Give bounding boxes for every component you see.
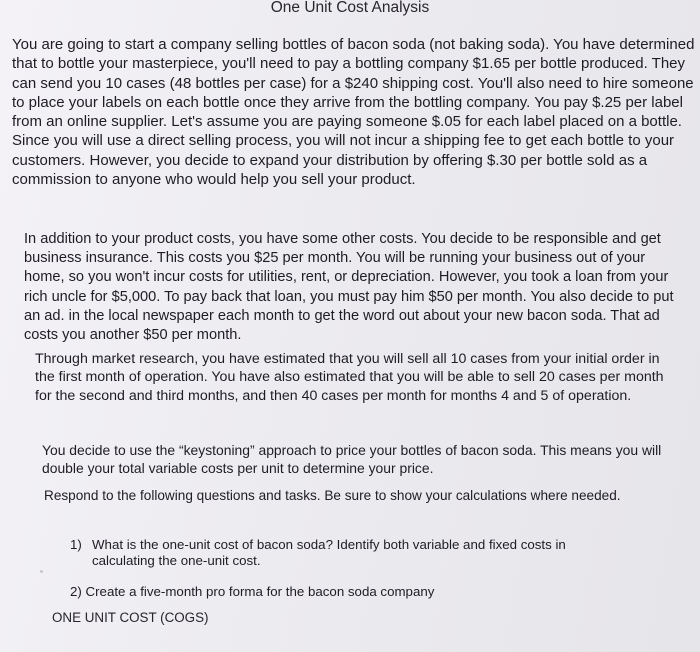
question-2 [70, 584, 630, 600]
paragraph-product-costs: You are going to start a company selling bottles of bacon soda (not baking soda). You have determined that to bottle your masterpiece, you'll need to pay a bottling company $1.65 per bottle produced. They can send you 10 cases (48 bottles per case) for a $240 shipping cost. You'll also need to hire someone to place your labels on each bottle once they arrive from the bottling company. You pay $.25 per label from an online supplier. Let's assume you are paying someone $.05 for each label placed on a bottle. Since you will use a direct selling process, you will not incur a shipping fee to get each bottle to your customers. However, you decide to expand your distribution by offering $.30 per bottle sold as a commission to anyone who would help you sell your product. [12, 36, 695, 189]
question-text-line2: calculating the one-unit cost. [92, 553, 261, 569]
paragraph-sales-estimates: Through market research, you have estimated that you will sell all 10 cases from your initial order in the first month of operation. You have also estimated that you will be able to sell 20 cases per month for the second and third months, and then 40 cases per month for months 4 and 5 of operation. [35, 351, 664, 404]
document-title: One Unit Cost Analysis [270, 0, 430, 16]
question-number: 1) [70, 537, 82, 552]
question-1 [70, 537, 660, 570]
question-number: 2) [70, 584, 82, 599]
question-text: Create a five-month pro forma for the bacon soda company [85, 584, 435, 599]
paragraph-keystoning: You decide to use the “keystoning” approach to price your bottles of bacon soda. This means you will double your total variable costs per unit to determine your price. [42, 442, 662, 476]
paragraph-fixed-costs: In addition to your product costs, you have some other costs. You decide to be responsible and get business insurance. This costs you $25 per month. You will be running your business out of your home, so you won't incur costs for utilities, rent, or depreciation. However, you took a loan from your rich uncle for $5,000. To pay back that loan, you must pay him $50 per month. You also decide to put an ad. in the local newspaper each month to get the word out about your new bacon soda. That ad costs you another $50 per month. [24, 231, 674, 344]
paragraph-instructions: Respond to the following questions and tasks. Be sure to show your calculations where needed. [44, 488, 621, 503]
stray-mark [40, 570, 43, 573]
section-heading: ONE UNIT COST (COGS) [52, 610, 209, 625]
question-text-line1: What is the one-unit cost of bacon soda? Identify both variable and fixed costs in [92, 537, 566, 552]
